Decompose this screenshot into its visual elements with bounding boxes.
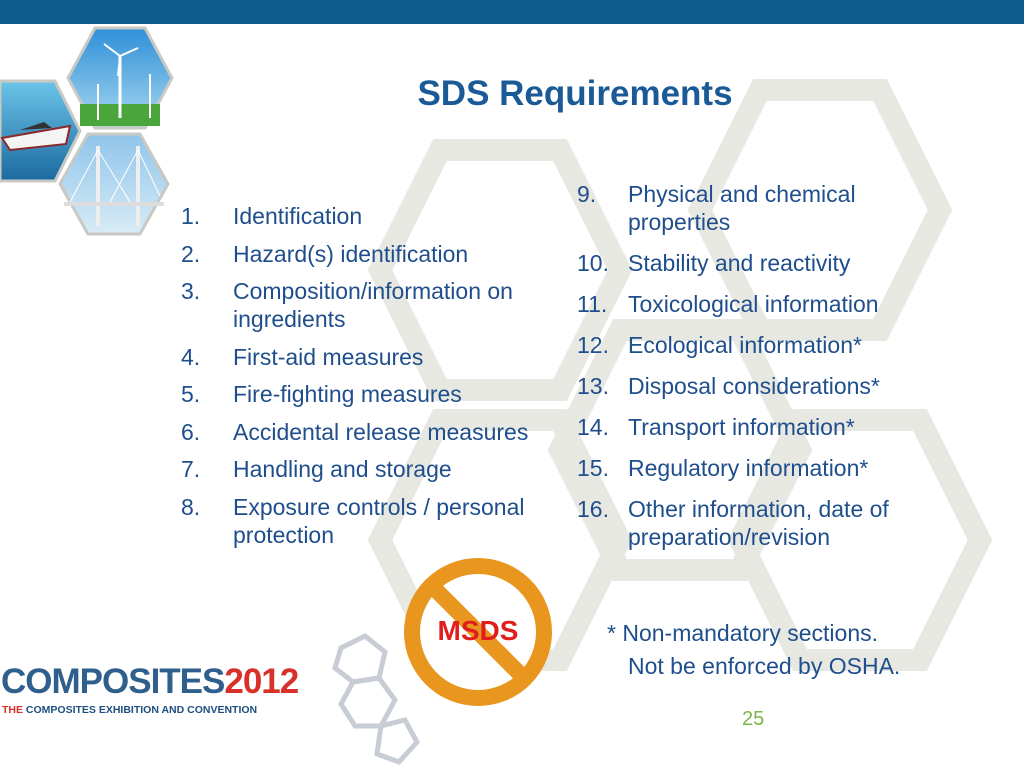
item-text: Fire-fighting measures xyxy=(233,381,462,407)
footnote-line-1: * Non-mandatory sections. xyxy=(607,620,879,646)
item-text: Accidental release measures xyxy=(233,418,529,445)
item-text: Transport information* xyxy=(628,414,855,440)
item-number: 9. xyxy=(577,181,597,207)
speedboat-photo xyxy=(0,81,80,181)
item-number: 3. xyxy=(181,278,201,304)
list-item xyxy=(577,331,977,359)
item-number: 6. xyxy=(181,418,201,445)
footnote-line-2: Not be enforced by OSHA. xyxy=(628,653,901,679)
item-number: 11. xyxy=(577,291,608,317)
item-number: 10. xyxy=(577,250,609,276)
list-item xyxy=(181,493,591,549)
item-number: 16. xyxy=(577,496,609,522)
logo-word: COMPOSITES xyxy=(1,662,225,701)
item-text: Toxicological information xyxy=(628,291,879,317)
item-text: Handling and storage xyxy=(233,456,452,482)
list-item xyxy=(181,277,581,333)
msds-label: MSDS xyxy=(437,615,519,646)
item-number: 2. xyxy=(181,240,201,267)
logo-wordmark xyxy=(1,662,298,702)
photo-hexagon-cluster xyxy=(0,26,190,236)
logo-tagline xyxy=(2,704,257,716)
list-item xyxy=(181,202,601,230)
item-text: Physical and chemical properties xyxy=(628,181,856,235)
logo-tagline-rest: COMPOSITES EXHIBITION AND CONVENTION xyxy=(25,704,258,716)
list-item xyxy=(181,343,601,371)
item-number: 13. xyxy=(577,373,609,399)
list-item xyxy=(577,495,977,551)
page-title: SDS Requirements xyxy=(417,74,733,113)
item-number: 15. xyxy=(577,455,609,481)
list-item xyxy=(577,372,977,400)
page-number: 25 xyxy=(742,708,765,730)
list-item xyxy=(181,380,601,408)
item-text: Disposal considerations* xyxy=(628,373,880,399)
item-number: 7. xyxy=(181,456,201,482)
item-text: Ecological information* xyxy=(628,332,862,358)
footnote xyxy=(607,617,1007,683)
item-text: First-aid measures xyxy=(233,343,424,370)
item-number: 12. xyxy=(577,332,609,358)
item-number: 8. xyxy=(181,493,201,520)
logo-year: 2012 xyxy=(224,662,299,701)
item-text: Stability and reactivity xyxy=(628,250,851,276)
list-item xyxy=(577,413,977,441)
item-text: Other information, date of preparation/revision xyxy=(628,496,889,550)
item-text: Identification xyxy=(233,203,363,229)
item-number: 4. xyxy=(181,343,201,370)
item-text: Composition/information on ingredients xyxy=(233,278,513,332)
logo-tagline-first: THE xyxy=(2,704,23,716)
item-number: 14. xyxy=(577,414,609,440)
list-item xyxy=(181,455,601,483)
list-item xyxy=(577,249,977,277)
list-item xyxy=(577,290,977,318)
item-text: Exposure controls / personal protection xyxy=(233,493,525,548)
list-item xyxy=(181,418,601,446)
requirements-list-right xyxy=(577,180,977,564)
bridge-photo xyxy=(60,134,168,234)
item-text: Hazard(s) identification xyxy=(233,240,469,267)
requirements-list-left xyxy=(181,202,601,558)
item-number: 1. xyxy=(181,203,201,229)
list-item xyxy=(577,180,977,236)
list-item xyxy=(577,454,977,482)
list-item xyxy=(181,240,601,268)
item-text: Regulatory information* xyxy=(628,455,869,481)
composites-logo xyxy=(0,662,340,722)
item-number: 5. xyxy=(181,381,201,407)
molecule-outline-icon xyxy=(325,628,425,768)
windmill-photo xyxy=(68,28,172,128)
